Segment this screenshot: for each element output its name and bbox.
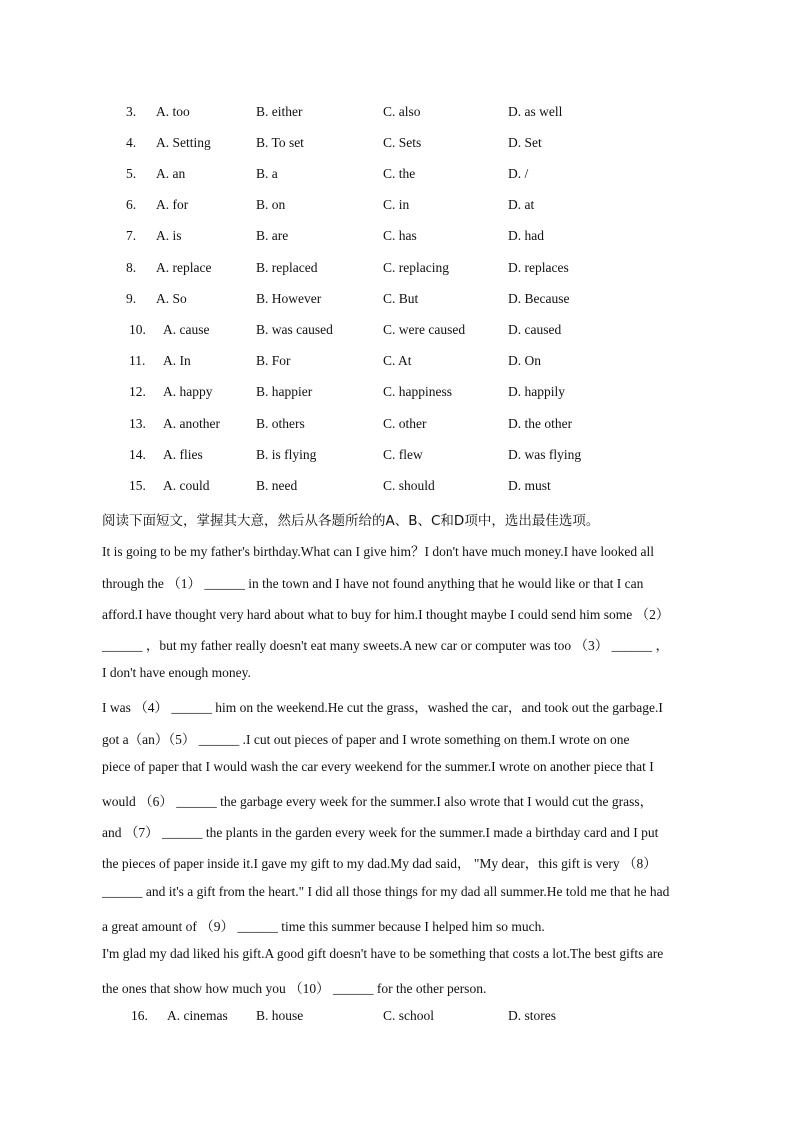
question-number: 6. xyxy=(126,197,137,212)
option-c: C. school xyxy=(383,1008,435,1023)
passage-line: the pieces of paper inside it.I gave my gift to my dad.My dad said， "My dear，this gift is very （8） xyxy=(102,856,657,871)
option-a: A. replace xyxy=(156,260,212,275)
option-c: C. also xyxy=(383,104,421,119)
question-number: 14. xyxy=(129,447,146,462)
option-d: D. had xyxy=(508,228,544,243)
question-number: 4. xyxy=(126,135,137,150)
option-c: C. replacing xyxy=(383,260,449,275)
question-number: 10. xyxy=(129,322,146,337)
option-c: C. were caused xyxy=(383,322,466,337)
passage-line: It is going to be my father's birthday.What can I give him？I don't have much money.I have looked all xyxy=(102,544,654,559)
option-a: A. an xyxy=(156,166,186,181)
question-number: 7. xyxy=(126,228,137,243)
option-a: A. for xyxy=(156,197,189,212)
passage-line: the ones that show how much you （10） ______ for the other person. xyxy=(102,981,487,996)
passage-line: a great amount of （9） ______ time this summer because I helped him so much. xyxy=(102,919,545,934)
option-b: B. happier xyxy=(256,384,313,399)
option-c: C. other xyxy=(383,416,427,431)
option-a: A. So xyxy=(156,291,187,306)
option-a: A. cause xyxy=(163,322,210,337)
option-d: D. Set xyxy=(508,135,542,150)
question-number: 3. xyxy=(126,104,137,119)
question-number: 5. xyxy=(126,166,137,181)
option-c: C. has xyxy=(383,228,417,243)
option-d: D. On xyxy=(508,353,541,368)
reading-instruction: 阅读下面短文，掌握其大意，然后从各题所给的A、B、C和D项中，选出最佳选项。 xyxy=(102,513,600,529)
option-c: C. should xyxy=(383,478,435,493)
option-b: B. on xyxy=(256,197,286,212)
passage-line: ______ and it's a gift from the heart." I did all those things for my dad all summer.He told me that he had xyxy=(102,884,670,899)
option-c: C. At xyxy=(383,353,412,368)
option-b: B. a xyxy=(256,166,278,181)
question-number: 11. xyxy=(129,353,146,368)
option-b: B. To set xyxy=(256,135,304,150)
option-c: C. in xyxy=(383,197,410,212)
option-d: D. happily xyxy=(508,384,565,399)
passage-line: through the （1） ______ in the town and I have not found anything that he would like or that I can xyxy=(102,576,644,591)
option-c: C. But xyxy=(383,291,419,306)
option-b: B. replaced xyxy=(256,260,318,275)
option-b: B. either xyxy=(256,104,303,119)
option-d: D. as well xyxy=(508,104,563,119)
option-b: B. are xyxy=(256,228,289,243)
option-c: C. the xyxy=(383,166,416,181)
passage-line: would （6） ______ the garbage every week for the summer.I also wrote that I would cut the grass， xyxy=(102,794,654,809)
option-b: B. is flying xyxy=(256,447,317,462)
option-d: D. replaces xyxy=(508,260,569,275)
option-d: D. stores xyxy=(508,1008,556,1023)
question-number: 9. xyxy=(126,291,137,306)
option-b: B. However xyxy=(256,291,322,306)
passage-line: ______ ，but my father really doesn't eat many sweets.A new car or computer was too （3） ______ ， xyxy=(102,638,670,653)
option-d: D. was flying xyxy=(508,447,582,462)
option-a: A. too xyxy=(156,104,190,119)
passage-line: and （7） ______ the plants in the garden every week for the summer.I made a birthday card and I put xyxy=(102,825,659,840)
question-number: 13. xyxy=(129,416,146,431)
option-d: D. / xyxy=(508,166,529,181)
passage-line: I'm glad my dad liked his gift.A good gift doesn't have to be something that costs a lot.The best gifts are xyxy=(102,946,664,961)
passage-line: got a（an）（5） ______ .I cut out pieces of paper and I wrote something on them.I wrote on one xyxy=(102,732,630,747)
passage-line: I was （4） ______ him on the weekend.He cut the grass，washed the car，and took out the garbage.I xyxy=(102,700,663,715)
option-d: D. the other xyxy=(508,416,573,431)
option-a: A. cinemas xyxy=(167,1008,228,1023)
option-b: B. house xyxy=(256,1008,304,1023)
option-d: D. must xyxy=(508,478,551,493)
option-c: C. flew xyxy=(383,447,423,462)
option-b: B. need xyxy=(256,478,298,493)
option-d: D. at xyxy=(508,197,535,212)
option-b: B. For xyxy=(256,353,291,368)
option-a: A. is xyxy=(156,228,182,243)
option-c: C. Sets xyxy=(383,135,422,150)
question-number: 15. xyxy=(129,478,146,493)
option-b: B. others xyxy=(256,416,305,431)
question-number: 12. xyxy=(129,384,146,399)
option-c: C. happiness xyxy=(383,384,452,399)
option-d: D. Because xyxy=(508,291,570,306)
passage-line: afford.I have thought very hard about what to buy for him.I thought maybe I could send him some （2） xyxy=(102,607,670,622)
option-a: A. In xyxy=(163,353,191,368)
option-a: A. happy xyxy=(163,384,213,399)
passage-line: piece of paper that I would wash the car every weekend for the summer.I wrote on another piece that I xyxy=(102,759,654,774)
option-a: A. flies xyxy=(163,447,203,462)
option-a: A. another xyxy=(163,416,220,431)
option-b: B. was caused xyxy=(256,322,333,337)
option-d: D. caused xyxy=(508,322,562,337)
passage-line: I don't have enough money. xyxy=(102,665,251,680)
option-a: A. could xyxy=(163,478,210,493)
question-number: 16. xyxy=(131,1008,148,1023)
question-number: 8. xyxy=(126,260,137,275)
option-a: A. Setting xyxy=(156,135,211,150)
